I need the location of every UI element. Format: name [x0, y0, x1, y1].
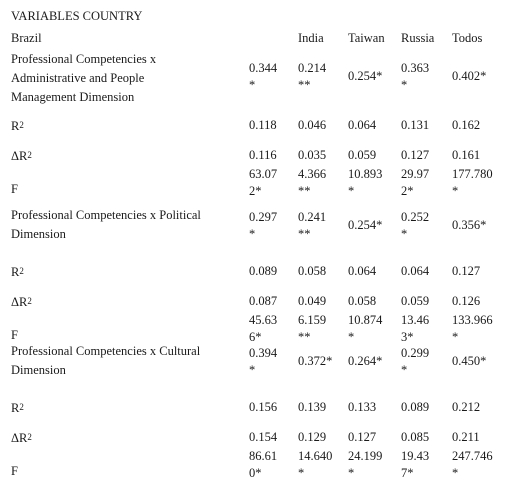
header-taiwan: Taiwan [348, 31, 385, 45]
stat-cell: 0.156 [249, 400, 278, 414]
stat-cell: 0.211 [452, 430, 480, 444]
stat-cell: 247.746 * [452, 449, 493, 480]
stat-cell: 14.640 * [298, 449, 333, 480]
stat-cell: 0.085 [401, 430, 430, 444]
stat-cell: 24.199 * [348, 449, 383, 480]
coefficient-cell: 0.356* [452, 218, 487, 232]
stat-cell: 13.46 3* [401, 313, 430, 344]
stat-cell: 10.874 * [348, 313, 383, 344]
stat-cell: 10.893 * [348, 167, 383, 198]
stat-cell: 0.059 [401, 294, 430, 308]
coefficient-cell: 0.241 ** [298, 210, 327, 241]
stat-cell: 0.064 [348, 264, 377, 278]
stat-cell: 0.035 [298, 148, 327, 162]
coefficient-cell: 0.297 * [249, 210, 278, 241]
stat-cell: 0.046 [298, 118, 327, 132]
stat-cell: 0.116 [249, 148, 277, 162]
row-label-delta-r-squared: $\Delta R^2$ [11, 149, 32, 163]
row-label-r-squared: $R^2$ [11, 265, 24, 279]
stat-cell: 4.366 ** [298, 167, 327, 198]
row-label-r-squared: $R^2$ [11, 401, 24, 415]
stat-cell: 0.129 [298, 430, 327, 444]
coefficient-cell: 0.254* [348, 218, 383, 232]
stat-cell: 0.127 [348, 430, 377, 444]
stat-cell: 0.212 [452, 400, 481, 414]
stat-cell: 0.087 [249, 294, 278, 308]
stat-cell: 0.089 [249, 264, 278, 278]
coefficient-cell: 0.450* [452, 354, 487, 368]
stat-cell: 0.118 [249, 118, 277, 132]
stat-cell: 6.159 ** [298, 313, 327, 344]
stat-cell: 133.966 * [452, 313, 493, 344]
stat-cell: 0.089 [401, 400, 430, 414]
row-label-delta-r-squared: $\Delta R^2$ [11, 431, 32, 445]
coefficient-cell: 0.264* [348, 354, 383, 368]
stat-cell: 29.97 2* [401, 167, 430, 198]
coefficient-cell: 0.299 * [401, 346, 430, 377]
stat-cell: 0.126 [452, 294, 481, 308]
stat-cell: 0.133 [348, 400, 377, 414]
coefficient-cell: 0.372* [298, 354, 333, 368]
stat-cell: 0.058 [298, 264, 327, 278]
header-todos: Todos [452, 31, 483, 45]
header-russia: Russia [401, 31, 435, 45]
coefficient-cell: 0.402* [452, 69, 487, 83]
coefficient-cell: 0.214 ** [298, 61, 327, 92]
coefficient-cell: 0.344 * [249, 61, 278, 92]
stat-cell: 0.064 [401, 264, 430, 278]
coefficient-cell: 0.254* [348, 69, 383, 83]
stat-cell: 0.131 [401, 118, 430, 132]
stat-cell: 0.139 [298, 400, 327, 414]
stat-cell: 0.161 [452, 148, 481, 162]
stat-cell: 0.162 [452, 118, 481, 132]
stat-cell: 0.127 [401, 148, 430, 162]
section-label: Professional Competencies x Administrative and People Management Dimension [11, 52, 157, 104]
stat-cell: 19.43 7* [401, 449, 430, 480]
coefficient-cell: 0.363 * [401, 61, 430, 92]
row-label-f: F [11, 182, 18, 196]
row-label-f: F [11, 328, 18, 342]
stat-cell: 0.154 [249, 430, 278, 444]
stat-cell: 0.059 [348, 148, 377, 162]
stat-cell: 45.63 6* [249, 313, 278, 344]
row-label-f: F [11, 464, 18, 478]
row-label-delta-r-squared: $\Delta R^2$ [11, 295, 32, 309]
stat-cell: 177.780 * [452, 167, 493, 198]
stat-cell: 0.127 [452, 264, 481, 278]
coefficient-cell: 0.394 * [249, 346, 278, 377]
table-title: VARIABLES COUNTRY [11, 9, 143, 23]
row-label-r-squared: $R^2$ [11, 119, 24, 133]
stat-cell: 0.058 [348, 294, 377, 308]
stat-cell: 0.049 [298, 294, 327, 308]
header-brazil: Brazil [11, 31, 42, 45]
section-label: Professional Competencies x Political Dimension [11, 208, 201, 241]
stat-cell: 86.61 0* [249, 449, 278, 480]
stat-cell: 63.07 2* [249, 167, 278, 198]
header-india: India [298, 31, 324, 45]
section-label: Professional Competencies x Cultural Dimension [11, 344, 201, 377]
coefficient-cell: 0.252 * [401, 210, 430, 241]
stat-cell: 0.064 [348, 118, 377, 132]
